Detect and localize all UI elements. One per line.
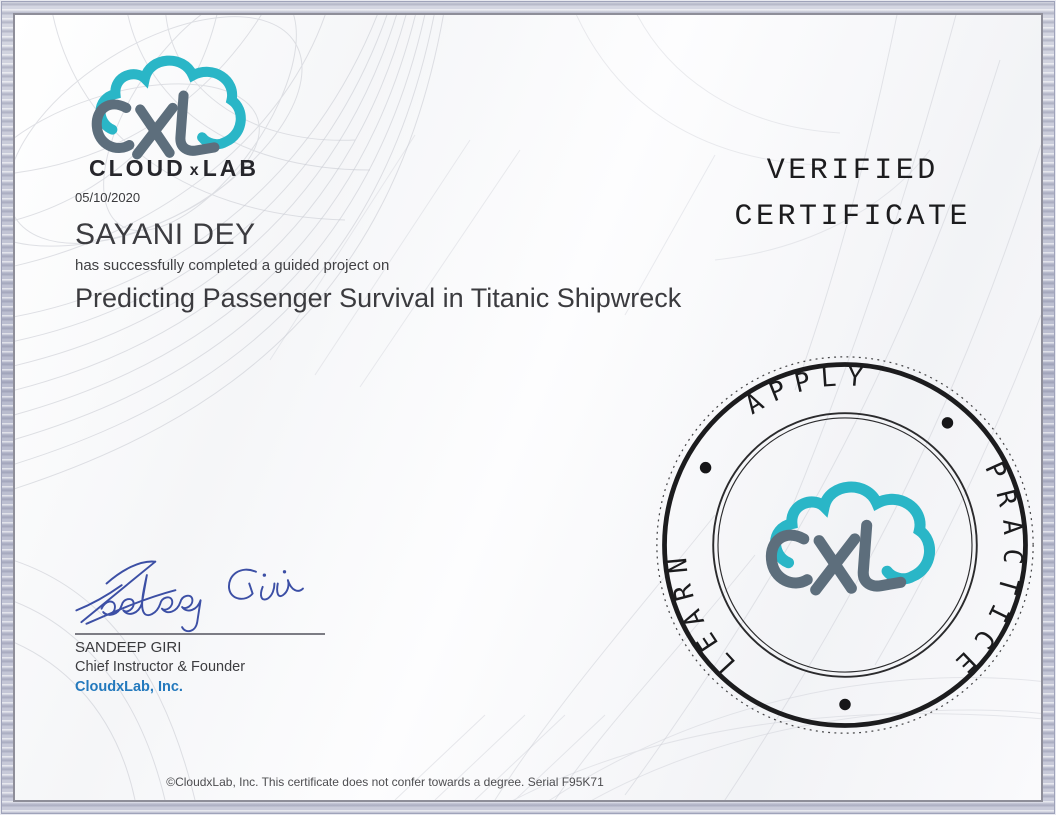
- brand-word-cloud: CLOUD: [89, 155, 186, 181]
- footer-disclaimer: ©CloudxLab, Inc. This certificate does not confer towards a degree. Serial F95K71: [166, 775, 604, 789]
- completion-text: has successfully completed a guided project on: [75, 257, 390, 274]
- brand-word-lab: LAB: [202, 155, 259, 181]
- seal-dot-top-right: [942, 417, 953, 428]
- signatory-name: SANDEEP GIRI: [75, 639, 182, 656]
- learn-apply-practice-seal: [654, 354, 1036, 736]
- verified-line2: CERTIFICATE: [734, 200, 971, 234]
- certificate-body: [13, 13, 1043, 802]
- verified-certificate-badge: [734, 148, 971, 240]
- seal-dot-bottom: [839, 699, 850, 710]
- issue-date: 05/10/2020: [75, 190, 141, 205]
- brand-name: [89, 155, 259, 182]
- seal-word-practice: PRACTICE: [940, 457, 1028, 687]
- signature-handwriting: [73, 545, 308, 643]
- seal-word-learn: LEARN: [662, 545, 742, 679]
- verified-line1: VERIFIED: [766, 154, 939, 188]
- seal-dot-top-left: [700, 462, 711, 473]
- recipient-name: SAYANI DEY: [75, 218, 256, 251]
- signatory-organization-link[interactable]: CloudxLab, Inc.: [75, 679, 183, 695]
- seal-cxl-logo-icon: [771, 487, 929, 590]
- signature-divider-line: [75, 633, 325, 635]
- signatory-title: Chief Instructor & Founder: [75, 659, 246, 675]
- course-title: Predicting Passenger Survival in Titanic Shipwreck: [75, 283, 682, 313]
- brand-separator: x: [189, 162, 199, 179]
- seal-word-apply: APPLY: [740, 362, 874, 421]
